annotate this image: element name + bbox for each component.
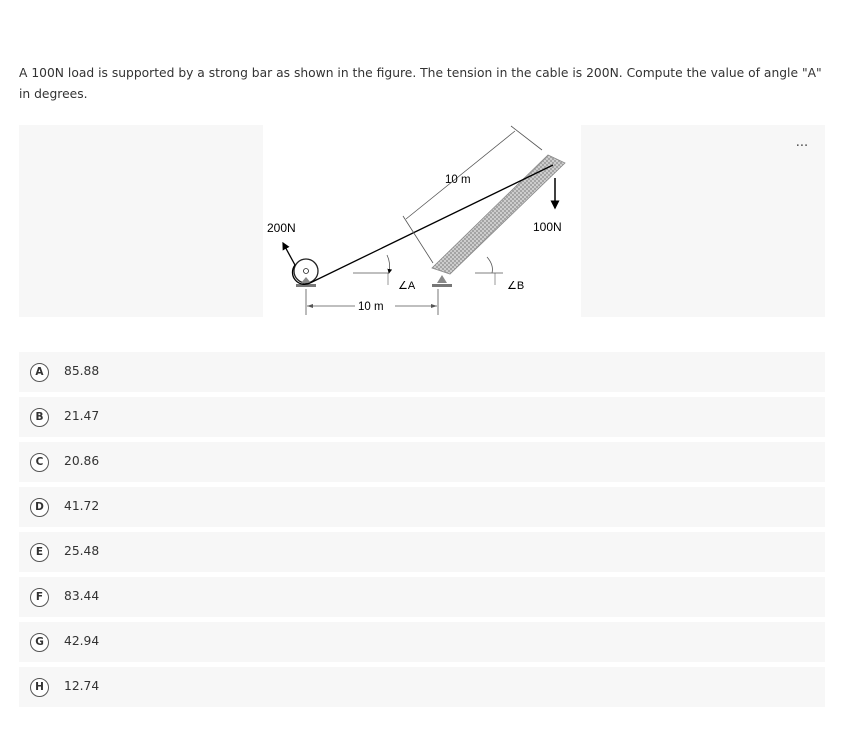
figure-image	[263, 125, 581, 317]
bar-support	[432, 275, 452, 287]
option-c[interactable]	[19, 442, 825, 482]
option-letter-badge: A	[30, 363, 49, 382]
tension-label: 200N	[267, 221, 296, 235]
statics-diagram	[263, 125, 581, 317]
option-letter-badge: D	[30, 498, 49, 517]
more-options-icon[interactable]: ···	[795, 139, 809, 154]
option-letter-badge: B	[30, 408, 49, 427]
angle-b-label: ∠B	[507, 280, 525, 292]
option-b[interactable]	[19, 397, 825, 437]
base-length-label: 10 m	[358, 301, 384, 313]
option-value: 85.88	[64, 364, 100, 378]
option-e[interactable]	[19, 532, 825, 572]
option-h[interactable]	[19, 667, 825, 707]
angle-a-label: ∠A	[398, 280, 416, 292]
option-letter-badge: E	[30, 543, 49, 562]
option-value: 42.94	[64, 634, 100, 648]
option-value: 25.48	[64, 544, 100, 558]
load-label: 100N	[533, 220, 562, 234]
option-g[interactable]	[19, 622, 825, 662]
option-letter-badge: G	[30, 633, 49, 652]
angle-b-marker	[475, 257, 503, 285]
option-letter-badge: F	[30, 588, 49, 607]
cable	[283, 165, 553, 284]
option-letter-badge: H	[30, 678, 49, 697]
option-value: 41.72	[64, 499, 100, 513]
option-d[interactable]	[19, 487, 825, 527]
option-letter-badge: C	[30, 453, 49, 472]
option-value: 12.74	[64, 679, 100, 693]
option-f[interactable]	[19, 577, 825, 617]
option-value: 83.44	[64, 589, 100, 603]
option-value: 21.47	[64, 409, 100, 423]
option-value: 20.86	[64, 454, 100, 468]
bar-length-label: 10 m	[445, 174, 471, 186]
question-text: A 100N load is supported by a strong bar as shown in the figure. The tension in the cable is 200N. Compute the value of angle "A" in degrees.	[19, 66, 822, 101]
option-a[interactable]	[19, 352, 825, 392]
